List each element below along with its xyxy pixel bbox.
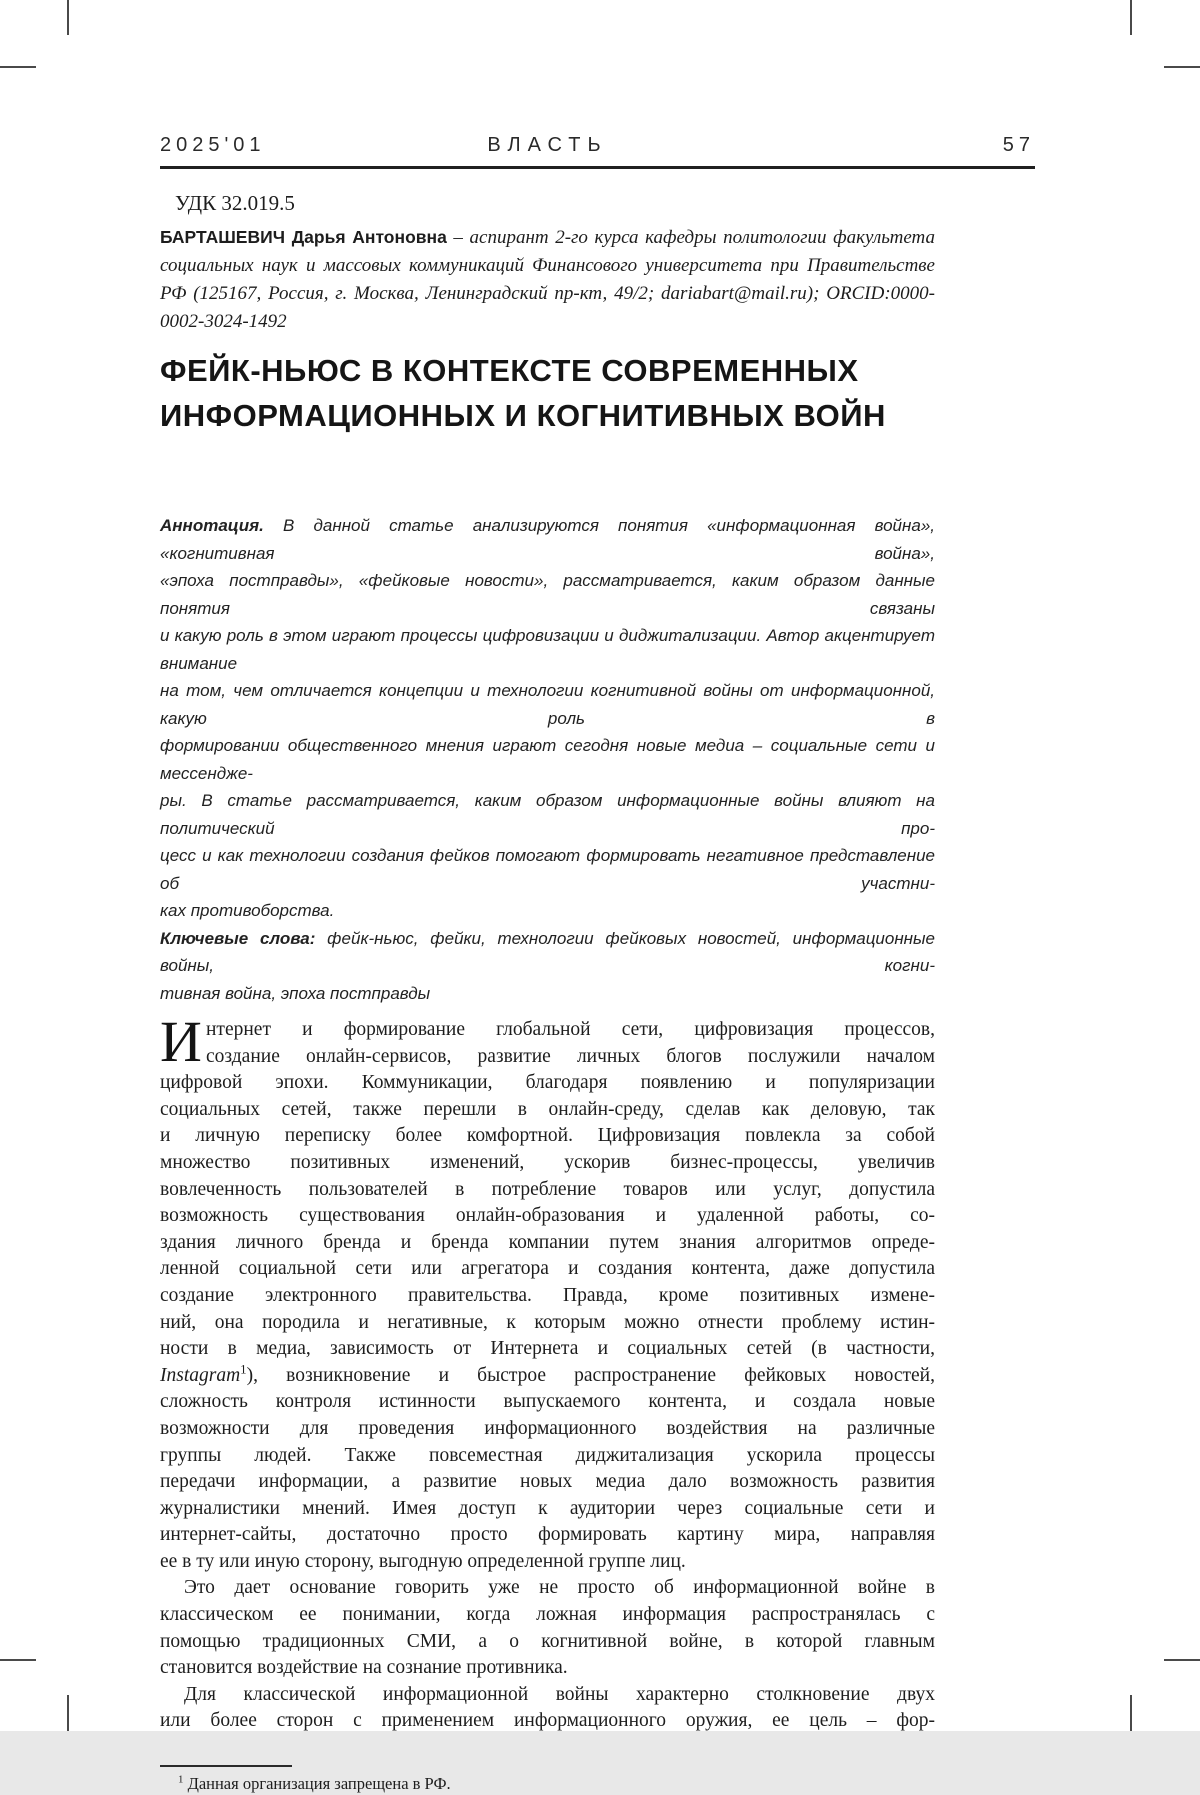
text-line: цифровой эпохи. Коммуникации, благодаря появлению и популяризации: [160, 1072, 935, 1094]
text-line: ленной социальной сети или агрегатора и создания контента, даже допустила: [160, 1258, 935, 1280]
text-line: ее в ту или иную сторону, выгодную определенной группе лиц.: [160, 1550, 686, 1572]
author-name: БАРТАШЕВИЧ Дарья Антоновна: [160, 227, 447, 247]
text-line: формировании общественного мнения играют сегодня новые медиа – социальные сети и мессендже-: [160, 736, 935, 783]
text-line: $^1$ Данная организация запрещена в РФ.: [178, 1773, 451, 1794]
text-line: вовлеченность пользователей в потребление товаров или услуг, допустила: [160, 1178, 935, 1200]
text-line: здания личного бренда и бренда компании путем знания алгоритмов опреде-: [160, 1231, 935, 1253]
footnote: [160, 1773, 935, 1795]
text-line: возможности для проведения информационного воздействия на различные: [160, 1417, 935, 1439]
crop-mark: [0, 1659, 36, 1661]
text-line: и личную переписку более комфортной. Цифровизация повлекла за собой: [160, 1125, 935, 1147]
crop-mark: [0, 66, 36, 68]
text-line: Это дает основание говорить уже не просто об информационной войне в: [184, 1577, 935, 1599]
text-line: нтернет и формирование глобальной сети, цифровизация процессов,: [206, 1019, 935, 1040]
crop-mark: [1164, 66, 1200, 68]
issue-label: 2025'01: [160, 134, 266, 156]
text-line: тивная война, эпоха постправды: [160, 983, 431, 1003]
text-line: на том, чем отличается концепции и технологии когнитивной войны от информационной, какую роль в: [160, 681, 935, 728]
text-line: создание онлайн-сервисов, развитие личных блогов послужили началом: [206, 1045, 935, 1067]
text-line: классическом ее понимании, когда ложная информация распространялась с: [160, 1604, 935, 1626]
article-title-line: ФЕЙК-НЬЮС В КОНТЕКСТЕ СОВРЕМЕННЫХ: [160, 353, 859, 388]
text-line: помощью традиционных СМИ, а о когнитивной войне, в которой главным: [160, 1630, 935, 1652]
text-line: или более сторон с применением информационного оружия, ее цель – фор-: [160, 1710, 935, 1732]
header-rule: [160, 166, 1035, 169]
journal-title: ВЛАСТЬ: [487, 134, 608, 156]
text-line: создание электронного правительства. Правда, кроме позитивных измене-: [160, 1284, 935, 1306]
text-line: ний, она породила и негативные, к которым можно отнести проблему истин-: [160, 1311, 935, 1333]
text-line: Ключевые слова: фейк-ньюс, фейки, технологии фейковых новостей, информационные войны, когни-: [160, 928, 935, 975]
crop-mark: [1164, 1659, 1200, 1661]
page-content: [160, 132, 1035, 1795]
article-title: [160, 348, 935, 438]
page-number: 57: [1002, 134, 1035, 156]
text-line: Instagram$^1$), возникновение и быстрое распространение фейковых новостей,: [160, 1362, 935, 1386]
text-line: группы людей. Также повсеместная диджитализация ускорила процессы: [160, 1444, 935, 1466]
crop-mark: [1130, 0, 1132, 35]
abstract: [160, 512, 935, 925]
page-header: [160, 132, 1035, 166]
text-line: социальных сетей, также перешли в онлайн-среду, сделав как деловую, так: [160, 1098, 935, 1120]
text-line: ности в медиа, зависимость от Интернета и социальных сетей (в частности,: [160, 1338, 935, 1360]
text-line: возможность существования онлайн-образования и удаленной работы, со-: [160, 1205, 935, 1227]
text-line: Аннотация. В данной статье анализируются понятия «информационная война», «когнитивная война»,: [160, 516, 935, 563]
crop-mark: [67, 1695, 69, 1731]
author-affiliation: – аспирант 2-го курса кафедры политологии факультета социальных наук и массовых коммуникаций Финансового университета при Правительстве РФ (125167, Россия, г. Москва, Ленинградский пр-кт, 49/2; dariabart@mail.ru); ORCID:0000-0002-3024-1492: [160, 227, 935, 332]
text-line: цесс и как технологии создания фейков помогают формировать негативное представление об участни-: [160, 846, 935, 893]
body-paragraph-2: [160, 1575, 935, 1681]
text-line: журналистики мнений. Имея доступ к аудитории через социальные сети и: [160, 1497, 935, 1519]
body-paragraph-3: [160, 1682, 935, 1735]
article-title-line: ИНФОРМАЦИОННЫХ И КОГНИТИВНЫХ ВОЙН: [160, 398, 886, 433]
text-line: Для классической информационной войны характерно столкновение двух: [184, 1683, 935, 1705]
text-line: и какую роль в этом играют процессы цифровизации и диджитализации. Автор акцентирует внимание: [160, 626, 935, 673]
text-line: сложность контроля истинности выпускаемого контента, и создала новые: [160, 1391, 935, 1413]
author-block: [160, 223, 935, 336]
footnote-rule: [160, 1765, 292, 1767]
crop-mark: [1130, 1695, 1132, 1731]
body-paragraph-1: [160, 1009, 935, 1575]
text-line: «эпоха постправды», «фейковые новости», рассматривается, каким образом данные понятия связаны: [160, 571, 935, 618]
text-line: интернет-сайты, достаточно просто формировать картину мира, направляя: [160, 1524, 935, 1546]
keywords: [160, 925, 935, 1008]
text-line: передачи информации, а развитие новых медиа дало возможность развития: [160, 1471, 935, 1493]
udc-label: УДК 32.019.5: [175, 191, 295, 215]
drop-cap: И: [160, 1009, 202, 1074]
text-line: множество позитивных изменений, ускорив бизнес-процессы, увеличив: [160, 1151, 935, 1173]
text-line: становится воздействие на сознание противника.: [160, 1657, 568, 1679]
text-line: ры. В статье рассматривается, каким образом информационные войны влияют на политический про-: [160, 791, 935, 838]
text-line: ках противоборства.: [160, 901, 335, 920]
crop-mark: [67, 0, 69, 35]
